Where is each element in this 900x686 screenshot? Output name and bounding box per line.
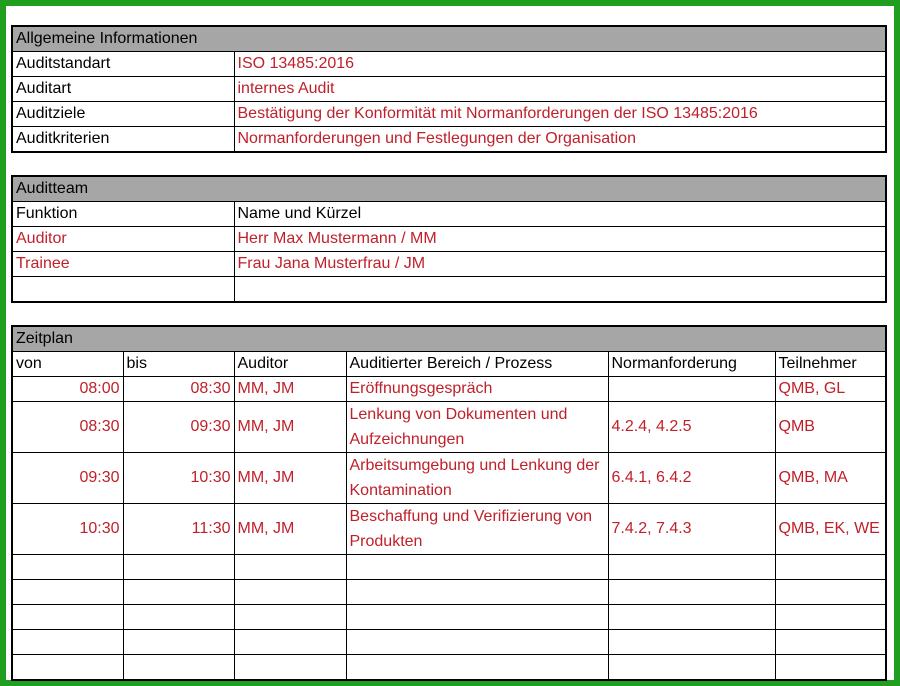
auditor-cell: MM, JM	[234, 402, 346, 453]
norm-cell	[608, 377, 775, 402]
participants-cell: QMB, GL	[775, 377, 886, 402]
audit-type-value: internes Audit	[234, 77, 886, 102]
norm-cell: 4.2.4, 4.2.5	[608, 402, 775, 453]
time-from: 10:30	[12, 504, 123, 555]
audit-team-table	[11, 175, 887, 303]
empty-cell	[12, 630, 123, 655]
auditor-cell: MM, JM	[234, 504, 346, 555]
empty-cell	[346, 630, 608, 655]
team-role: Trainee	[12, 252, 234, 277]
empty-cell	[12, 580, 123, 605]
empty-cell	[346, 555, 608, 580]
norm-cell: 6.4.1, 6.4.2	[608, 453, 775, 504]
column-header-area: Auditierter Bereich / Prozess	[346, 352, 608, 377]
time-to: 09:30	[123, 402, 234, 453]
empty-cell	[12, 605, 123, 630]
empty-cell	[775, 630, 886, 655]
empty-cell	[123, 630, 234, 655]
name-column-header: Name und Kürzel	[234, 202, 886, 227]
empty-cell	[775, 580, 886, 605]
table-row	[12, 102, 886, 127]
empty-cell	[346, 605, 608, 630]
empty-cell	[775, 605, 886, 630]
column-header-norm: Normanforderung	[608, 352, 775, 377]
audit-criteria-label: Auditkriterien	[12, 127, 234, 153]
role-column-header: Funktion	[12, 202, 234, 227]
table-row	[12, 377, 886, 402]
empty-row	[12, 580, 886, 605]
team-name: Herr Max Mustermann / MM	[234, 227, 886, 252]
column-header-auditor: Auditor	[234, 352, 346, 377]
table-row	[12, 202, 886, 227]
empty-cell	[123, 580, 234, 605]
time-to: 11:30	[123, 504, 234, 555]
general-info-title: Allgemeine Informationen	[12, 26, 886, 52]
table-row	[12, 77, 886, 102]
empty-row	[12, 655, 886, 681]
empty-cell	[12, 655, 123, 681]
audit-goals-value: Bestätigung der Konformität mit Normanforderungen der ISO 13485:2016	[234, 102, 886, 127]
table-row	[12, 227, 886, 252]
empty-row	[12, 605, 886, 630]
general-info-table	[11, 25, 887, 153]
empty-cell	[234, 580, 346, 605]
audit-team-title: Auditteam	[12, 176, 886, 202]
column-header-participants: Teilnehmer	[775, 352, 886, 377]
empty-row	[12, 555, 886, 580]
table-row	[12, 127, 886, 153]
schedule-header-row	[12, 352, 886, 377]
participants-cell: QMB	[775, 402, 886, 453]
area-cell: Beschaffung und Verifizierung von Produkten	[346, 504, 608, 555]
participants-cell: QMB, MA	[775, 453, 886, 504]
table-row	[12, 402, 886, 453]
audit-type-label: Auditart	[12, 77, 234, 102]
empty-cell	[346, 655, 608, 681]
empty-cell	[123, 555, 234, 580]
empty-cell	[234, 277, 886, 303]
table-row	[12, 453, 886, 504]
empty-row	[12, 630, 886, 655]
area-cell: Eröffnungsgespräch	[346, 377, 608, 402]
empty-cell	[12, 555, 123, 580]
empty-cell	[234, 655, 346, 681]
auditor-cell: MM, JM	[234, 377, 346, 402]
audit-standard-value: ISO 13485:2016	[234, 52, 886, 77]
empty-cell	[608, 555, 775, 580]
audit-goals-label: Auditziele	[12, 102, 234, 127]
empty-cell	[608, 655, 775, 681]
time-from: 08:00	[12, 377, 123, 402]
schedule-table	[11, 325, 887, 681]
area-cell: Arbeitsumgebung und Lenkung der Kontamination	[346, 453, 608, 504]
empty-cell	[346, 580, 608, 605]
empty-cell	[123, 655, 234, 681]
empty-cell	[608, 605, 775, 630]
audit-standard-label: Auditstandart	[12, 52, 234, 77]
team-role: Auditor	[12, 227, 234, 252]
empty-cell	[775, 555, 886, 580]
area-cell: Lenkung von Dokumenten und Aufzeichnungen	[346, 402, 608, 453]
time-to: 08:30	[123, 377, 234, 402]
empty-cell	[234, 555, 346, 580]
norm-cell: 7.4.2, 7.4.3	[608, 504, 775, 555]
table-row	[12, 52, 886, 77]
empty-cell	[234, 630, 346, 655]
column-header-to: bis	[123, 352, 234, 377]
participants-cell: QMB, EK, WE	[775, 504, 886, 555]
column-header-from: von	[12, 352, 123, 377]
audit-criteria-value: Normanforderungen und Festlegungen der Organisation	[234, 127, 886, 153]
time-from: 08:30	[12, 402, 123, 453]
empty-cell	[234, 605, 346, 630]
time-to: 10:30	[123, 453, 234, 504]
team-name: Frau Jana Musterfrau / JM	[234, 252, 886, 277]
empty-cell	[775, 655, 886, 681]
empty-cell	[123, 605, 234, 630]
empty-cell	[12, 277, 234, 303]
auditor-cell: MM, JM	[234, 453, 346, 504]
table-row	[12, 504, 886, 555]
time-from: 09:30	[12, 453, 123, 504]
table-row	[12, 252, 886, 277]
empty-row	[12, 277, 886, 303]
empty-cell	[608, 630, 775, 655]
schedule-title: Zeitplan	[12, 326, 886, 352]
empty-cell	[608, 580, 775, 605]
